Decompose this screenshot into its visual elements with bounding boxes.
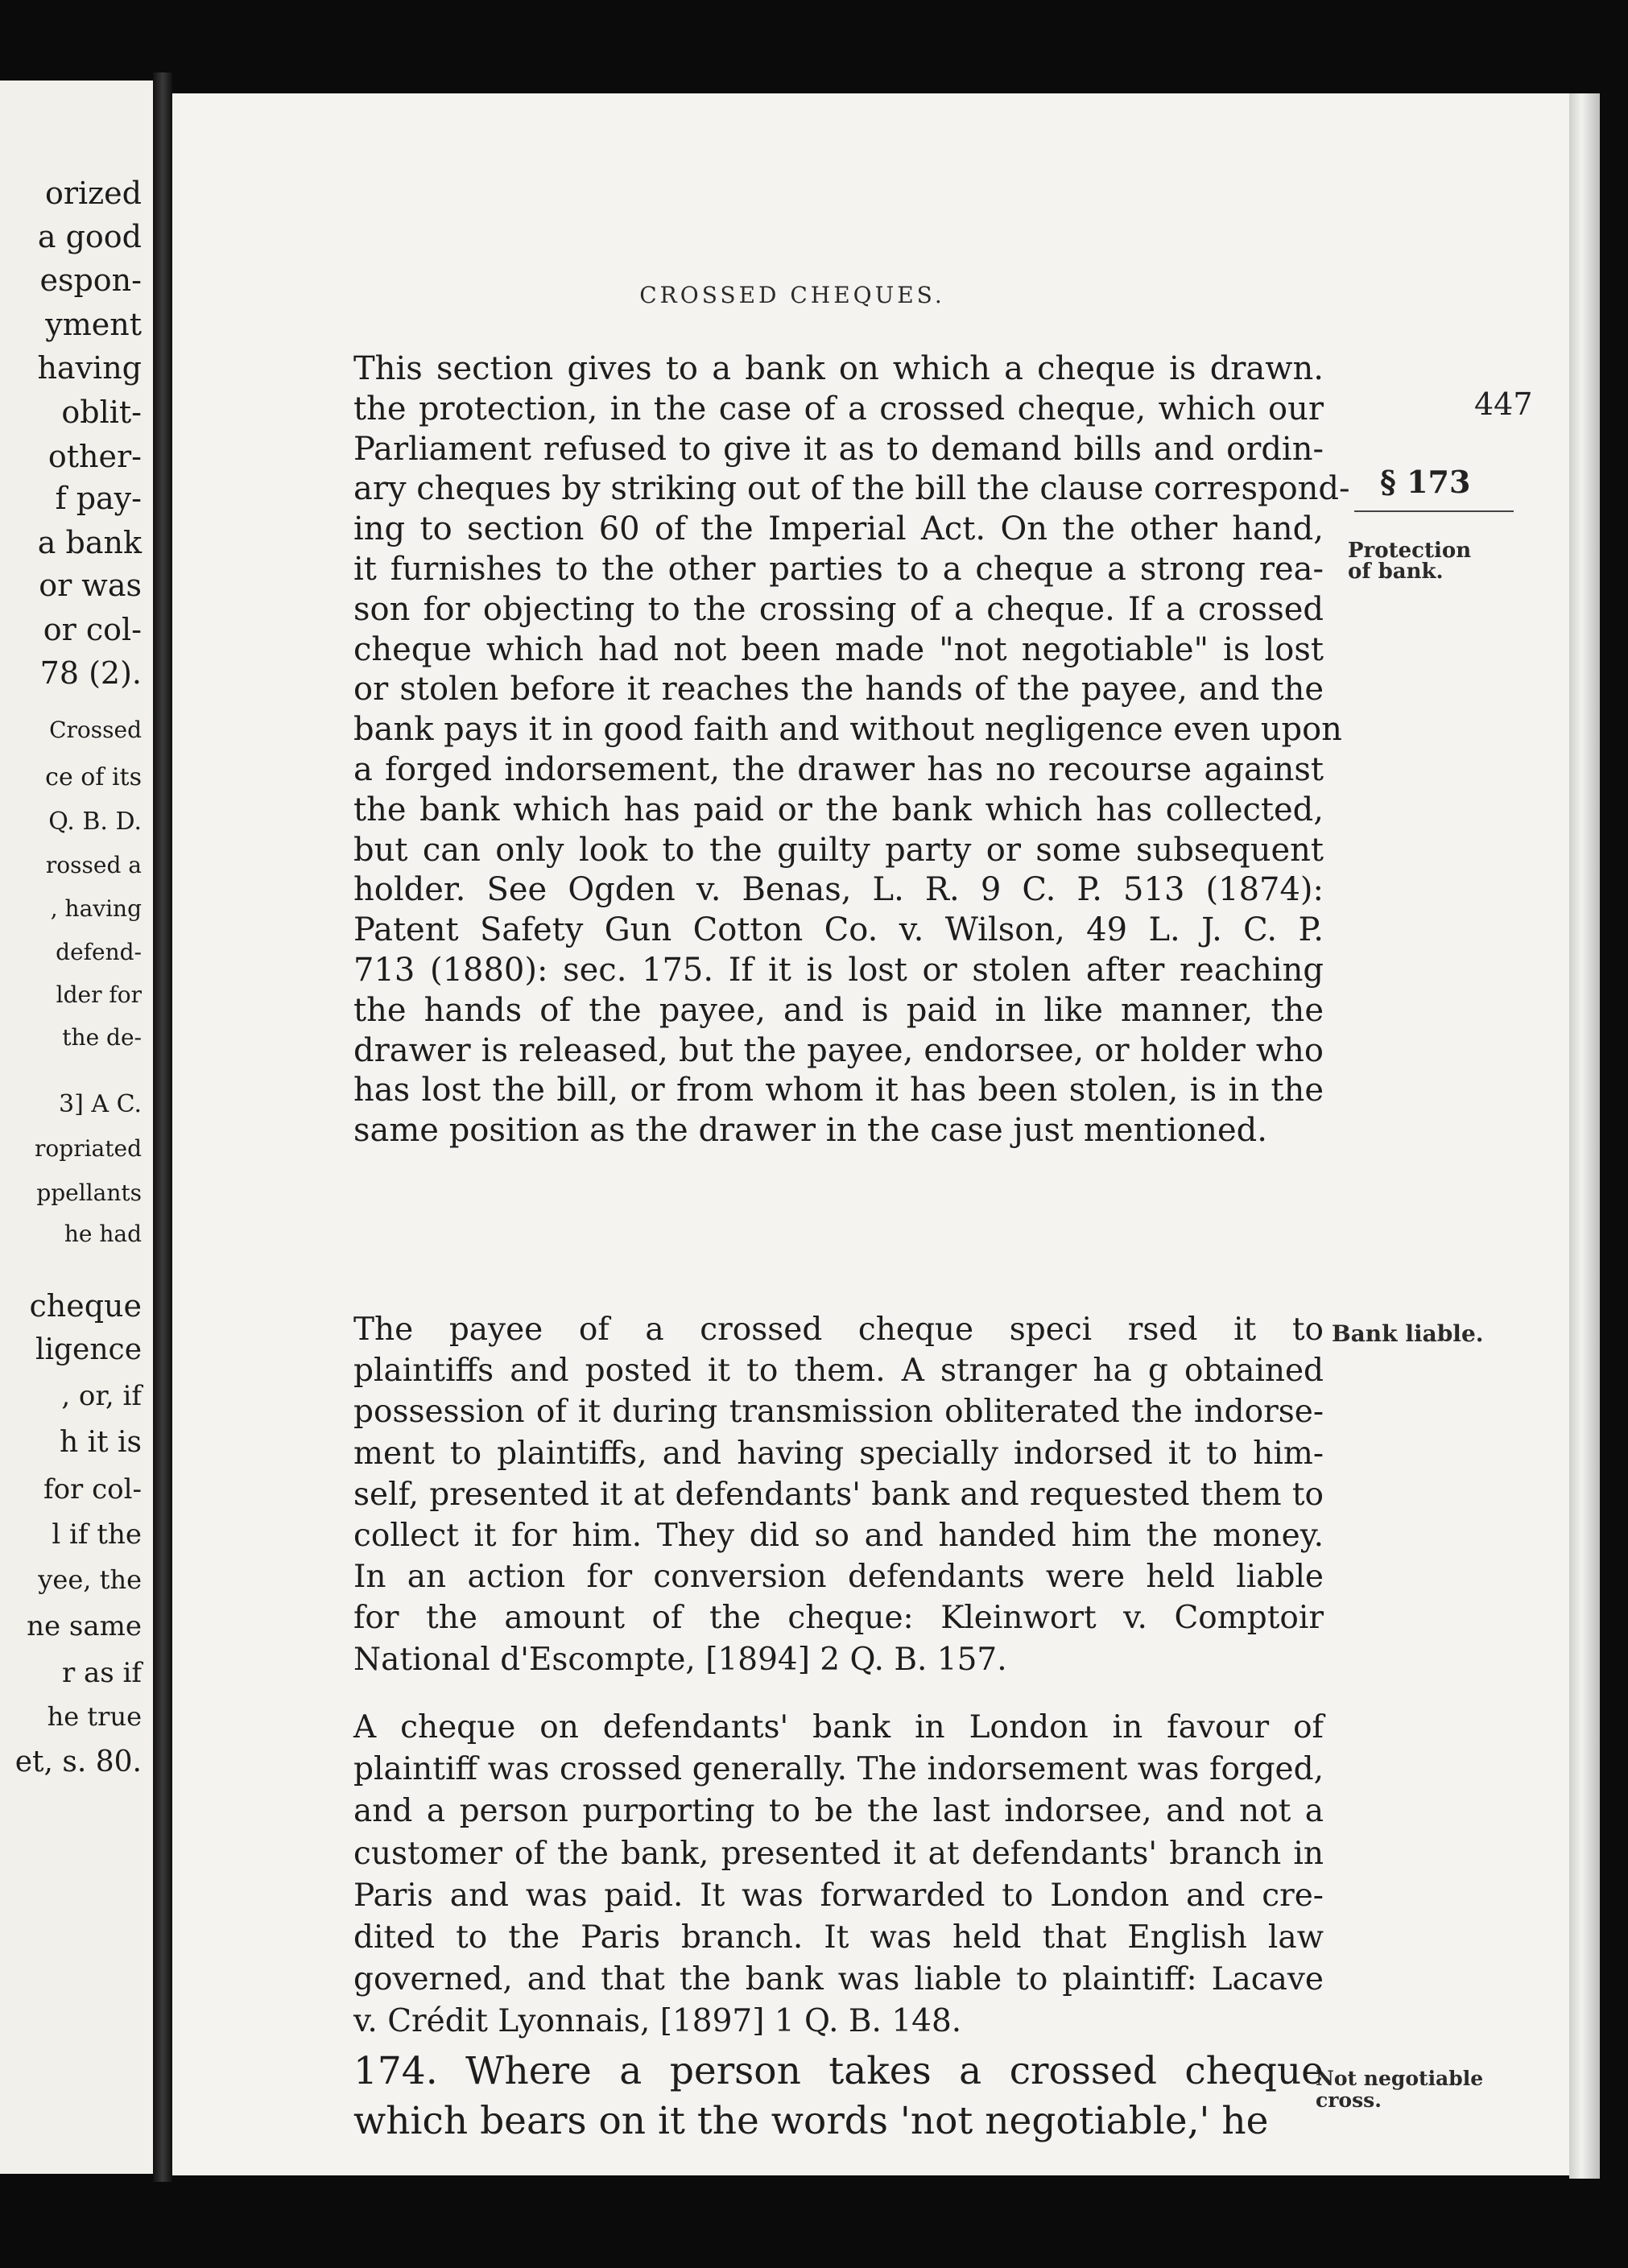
left-page-text-fragment: defend- bbox=[56, 939, 142, 965]
left-page-text-fragment: h it is bbox=[59, 1426, 142, 1459]
left-page-text-fragment: for col- bbox=[43, 1473, 142, 1506]
page-edge bbox=[1569, 93, 1600, 2179]
text-line: possession of it during transmission obliterated the indorse- bbox=[353, 1394, 1324, 1431]
paragraph-section-174 bbox=[353, 2047, 1324, 2146]
text-line: A cheque on defendants' bank in London in favour of bbox=[353, 1709, 1324, 1745]
text-line: Parliament refused to give it as to demand bills and ordin- bbox=[353, 430, 1324, 468]
left-page-text-fragment: the de- bbox=[62, 1024, 142, 1051]
left-page-text-fragment: r as if bbox=[61, 1657, 142, 1689]
left-page-text-fragment: 78 (2). bbox=[39, 655, 142, 691]
left-page-text-fragment: f pay- bbox=[55, 481, 142, 516]
text-line: v. Crédit Lyonnais, [1897] 1 Q. B. 148. bbox=[353, 2003, 962, 2040]
text-line: self, presented it at defendants' bank and requested them to bbox=[353, 1476, 1324, 1513]
left-page-text-fragment: ligence bbox=[35, 1333, 142, 1366]
text-line: it furnishes to the other parties to a cheque a strong rea- bbox=[353, 550, 1324, 588]
left-page-text-fragment: , having bbox=[50, 895, 142, 922]
text-line: collect it for him. They did so and handed him the money. bbox=[353, 1518, 1324, 1555]
text-line: 713 (1880): sec. 175. If it is lost or stolen after reaching bbox=[353, 951, 1324, 989]
left-page-fragment bbox=[0, 81, 153, 2174]
page-number: 447 bbox=[1474, 386, 1533, 422]
left-page-text-fragment: oblit- bbox=[61, 395, 142, 430]
text-line: governed, and that the bank was liable to plaintiff: Lacave bbox=[353, 1961, 1324, 1998]
left-page-text-fragment: l if the bbox=[52, 1518, 142, 1551]
text-line: son for objecting to the crossing of a cheque. If a crossed bbox=[353, 590, 1324, 628]
left-page-text-fragment: rossed a bbox=[45, 852, 142, 878]
paragraph-lacave bbox=[353, 1707, 1324, 2043]
text-line: plaintiff was crossed generally. The indorsement was forged, bbox=[353, 1751, 1324, 1788]
left-page-text-fragment: a bank bbox=[37, 525, 142, 560]
text-line: The payee of a crossed cheque speci rsed it to bbox=[353, 1312, 1324, 1348]
text-line: or stolen before it reaches the hands of the payee, and the bbox=[353, 671, 1324, 708]
margin-note-bank-liable: Bank liable. bbox=[1332, 1320, 1484, 1347]
left-page-text-fragment: or was bbox=[39, 568, 142, 603]
section-rule bbox=[1354, 510, 1514, 512]
left-page-text-fragment: Q. B. D. bbox=[48, 808, 142, 836]
main-page bbox=[172, 93, 1569, 2175]
text-line: dited to the Paris branch. It was held that English law bbox=[353, 1919, 1324, 1956]
left-page-text-fragment: cheque bbox=[29, 1288, 142, 1324]
text-line: National d'Escompte, [1894] 2 Q. B. 157. bbox=[353, 1641, 1007, 1678]
left-page-text-fragment: yment bbox=[45, 307, 142, 342]
left-page-text-fragment: ppellants bbox=[36, 1179, 142, 1206]
paragraph-kleinwort bbox=[353, 1309, 1324, 1680]
text-line: same position as the drawer in the case just mentioned. bbox=[353, 1112, 1267, 1150]
text-line: which bears on it the words 'not negotiable,' he bbox=[353, 2099, 1269, 2143]
text-line: cheque which had not been made "not negotiable" is lost bbox=[353, 630, 1324, 668]
text-line: ment to plaintiffs, and having specially indorsed it to him- bbox=[353, 1435, 1324, 1472]
text-line: the bank which has paid or the bank which has collected, bbox=[353, 791, 1324, 828]
text-line: Patent Safety Gun Cotton Co. v. Wilson, 49 L. J. C. P. bbox=[353, 911, 1324, 949]
text-line: drawer is released, but the payee, endorsee, or holder who bbox=[353, 1031, 1324, 1069]
left-page-text-fragment: lder for bbox=[56, 981, 142, 1008]
left-page-text-fragment: other- bbox=[48, 439, 142, 474]
margin-note-protection: Protection of bank. bbox=[1348, 539, 1472, 584]
left-page-text-fragment: ne same bbox=[27, 1610, 142, 1642]
left-page-text-fragment: 3] A C. bbox=[59, 1090, 142, 1118]
text-line: and a person purporting to be the last indorsee, and not a bbox=[353, 1793, 1324, 1830]
section-reference: § 173 bbox=[1380, 464, 1471, 500]
left-page-text-fragment: Crossed bbox=[49, 717, 142, 743]
left-page-text-fragment: a good bbox=[37, 219, 142, 254]
text-line: for the amount of the cheque: Kleinwort v. Comptoir bbox=[353, 1600, 1324, 1637]
left-page-text-fragment: having bbox=[37, 350, 142, 386]
text-line: holder. See Ogden v. Benas, L. R. 9 C. P. 513 (1874): bbox=[353, 871, 1324, 909]
left-page-text-fragment: ce of its bbox=[45, 763, 142, 791]
text-line: ary cheques by striking out of the bill the clause correspond- bbox=[353, 470, 1350, 508]
paragraph-section-173 bbox=[353, 349, 1350, 1151]
left-page-text-fragment: orized bbox=[44, 176, 142, 211]
left-page-text-fragment: he had bbox=[64, 1221, 142, 1247]
text-line: plaintiffs and posted it to them. A stranger ha g obtained bbox=[353, 1353, 1324, 1390]
text-line: customer of the bank, presented it at defendants' branch in bbox=[353, 1835, 1324, 1872]
book-gutter bbox=[153, 72, 172, 2182]
left-page-text-fragment: or col- bbox=[43, 612, 142, 647]
text-line: bank pays it in good faith and without negligence even upon bbox=[353, 711, 1342, 749]
text-line: but can only look to the guilty party or some subsequent bbox=[353, 831, 1324, 869]
text-line: In an action for conversion defendants were held liable bbox=[353, 1559, 1324, 1596]
left-page-text-fragment: yee, the bbox=[38, 1564, 142, 1595]
running-head: CROSSED CHEQUES. bbox=[639, 282, 945, 308]
text-line: the hands of the payee, and is paid in like manner, the bbox=[353, 991, 1324, 1029]
left-page-text-fragment: , or, if bbox=[61, 1380, 142, 1412]
text-line: Paris and was paid. It was forwarded to London and cre- bbox=[353, 1877, 1324, 1914]
left-page-text-fragment: espon- bbox=[39, 262, 142, 298]
text-line: the protection, in the case of a crossed cheque, which our bbox=[353, 390, 1324, 428]
left-page-text-fragment: et, s. 80. bbox=[14, 1745, 142, 1778]
text-line: a forged indorsement, the drawer has no recourse against bbox=[353, 750, 1324, 788]
left-page-text-fragment: he true bbox=[47, 1701, 142, 1732]
text-line: 174. Where a person takes a crossed cheque bbox=[353, 2049, 1324, 2093]
left-page-text-fragment: ropriated bbox=[35, 1135, 142, 1162]
text-line: ing to section 60 of the Imperial Act. On the other hand, bbox=[353, 510, 1324, 548]
text-line: has lost the bill, or from whom it has been stolen, is in the bbox=[353, 1072, 1324, 1109]
text-line: This section gives to a bank on which a cheque is drawn. bbox=[353, 350, 1324, 387]
margin-note-not-negotiable: Not negotiable cross. bbox=[1316, 2067, 1484, 2112]
